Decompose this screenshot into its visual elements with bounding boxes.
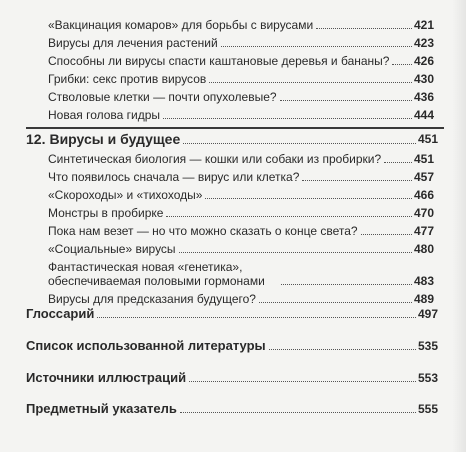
dot-leader <box>361 234 412 235</box>
dot-leader <box>384 162 412 163</box>
dot-leader <box>316 28 412 29</box>
chapter-title: Вирусы и будущее <box>49 131 181 147</box>
toc-entry-title-line2: обеспечиваемая половыми гормонами <box>48 274 265 288</box>
dot-leader <box>392 64 412 65</box>
toc-entry[interactable] <box>48 108 434 122</box>
toc-entry-title: Вирусы для предсказания будущего? <box>48 292 256 306</box>
toc-entry[interactable] <box>48 170 434 184</box>
dot-leader <box>205 198 412 199</box>
toc-entry-page: 489 <box>413 292 434 306</box>
toc-entry-title: «Вакцинация комаров» для борьбы с вирусами <box>48 18 314 32</box>
toc-entry[interactable] <box>48 242 434 256</box>
toc-entry[interactable] <box>48 72 434 86</box>
toc-entry-page: 466 <box>413 188 434 202</box>
chapter-divider <box>26 127 444 129</box>
toc-entry[interactable] <box>48 260 434 288</box>
toc-entry-title: Вирусы для лечения растений <box>48 36 218 50</box>
toc-section-subject-index[interactable] <box>26 401 438 417</box>
toc-entry-title: Что появилось сначала — вирус или клетка? <box>48 170 300 184</box>
toc-entry-title: Синтетическая биология — кошки или собаки из пробирки? <box>48 152 382 166</box>
toc-entry[interactable] <box>48 152 434 166</box>
dot-leader <box>97 317 416 318</box>
toc-entry-page: 430 <box>413 72 434 86</box>
toc-entry-title: Стволовые клетки — почти опухолевые? <box>48 90 277 104</box>
page-edge-shadow <box>452 0 466 452</box>
section-title: Источники иллюстраций <box>26 370 187 385</box>
toc-entry-page: 483 <box>413 274 434 288</box>
chapter-page: 451 <box>417 132 438 146</box>
dot-leader <box>221 46 412 47</box>
section-title: Предметный указатель <box>26 401 177 416</box>
toc-entry-page: 426 <box>413 54 434 68</box>
toc-entry-title: «Социальные» вирусы <box>48 242 176 256</box>
dot-leader <box>281 284 412 285</box>
toc-entry-title: Грибки: секс против вирусов <box>48 72 207 86</box>
toc-entry-title: Пока нам везет — но что можно сказать о конце света? <box>48 224 358 238</box>
toc-entry-page: 477 <box>413 224 434 238</box>
toc-entry[interactable] <box>48 54 434 68</box>
dot-leader <box>209 82 412 83</box>
toc-entry-page: 423 <box>413 36 434 50</box>
dot-leader <box>259 302 412 303</box>
toc-entry[interactable] <box>48 292 434 306</box>
toc-entry-title <box>48 260 278 288</box>
toc-entry[interactable] <box>48 188 434 202</box>
section-page: 555 <box>417 402 438 416</box>
toc-entry-page: 457 <box>413 170 434 184</box>
toc-entry-page: 451 <box>413 152 434 166</box>
toc-section-bibliography[interactable] <box>26 338 438 354</box>
toc-entry-title: Способны ли вирусы спасти каштановые деревья и бананы? <box>48 54 390 68</box>
toc-entry[interactable] <box>48 206 434 220</box>
toc-entry-title: «Скороходы» и «тихоходы» <box>48 188 203 202</box>
dot-leader <box>166 216 412 217</box>
toc-entry[interactable] <box>48 224 434 238</box>
dot-leader <box>269 349 416 350</box>
dot-leader <box>302 180 412 181</box>
section-title: Глоссарий <box>26 306 95 321</box>
toc-entry-title: Монстры в пробирке <box>48 206 164 220</box>
toc-entry-page: 421 <box>413 18 434 32</box>
toc-section-glossary[interactable] <box>26 306 438 322</box>
dot-leader <box>280 100 412 101</box>
dot-leader <box>180 412 416 413</box>
section-page: 553 <box>417 371 438 385</box>
chapter-heading[interactable] <box>26 131 438 148</box>
toc-entry[interactable] <box>48 36 434 50</box>
dot-leader <box>179 252 412 253</box>
toc-entry[interactable] <box>48 90 434 104</box>
section-page: 497 <box>417 307 438 321</box>
toc-entry-page: 444 <box>413 108 434 122</box>
section-title: Список использованной литературы <box>26 338 266 353</box>
toc-section-illustration-sources[interactable] <box>26 370 438 386</box>
toc-entry-title-line1: Фантастическая новая «генетика», <box>48 260 243 274</box>
dot-leader <box>189 381 416 382</box>
chapter-number: 12. <box>26 131 46 147</box>
toc-entry-page: 470 <box>413 206 434 220</box>
toc-entry-title: Новая голова гидры <box>48 108 161 122</box>
toc-entry-page: 436 <box>413 90 434 104</box>
toc-entry-page: 480 <box>413 242 434 256</box>
section-page: 535 <box>417 339 438 353</box>
dot-leader <box>183 143 416 144</box>
toc-entry[interactable] <box>48 18 434 32</box>
dot-leader <box>163 118 412 119</box>
